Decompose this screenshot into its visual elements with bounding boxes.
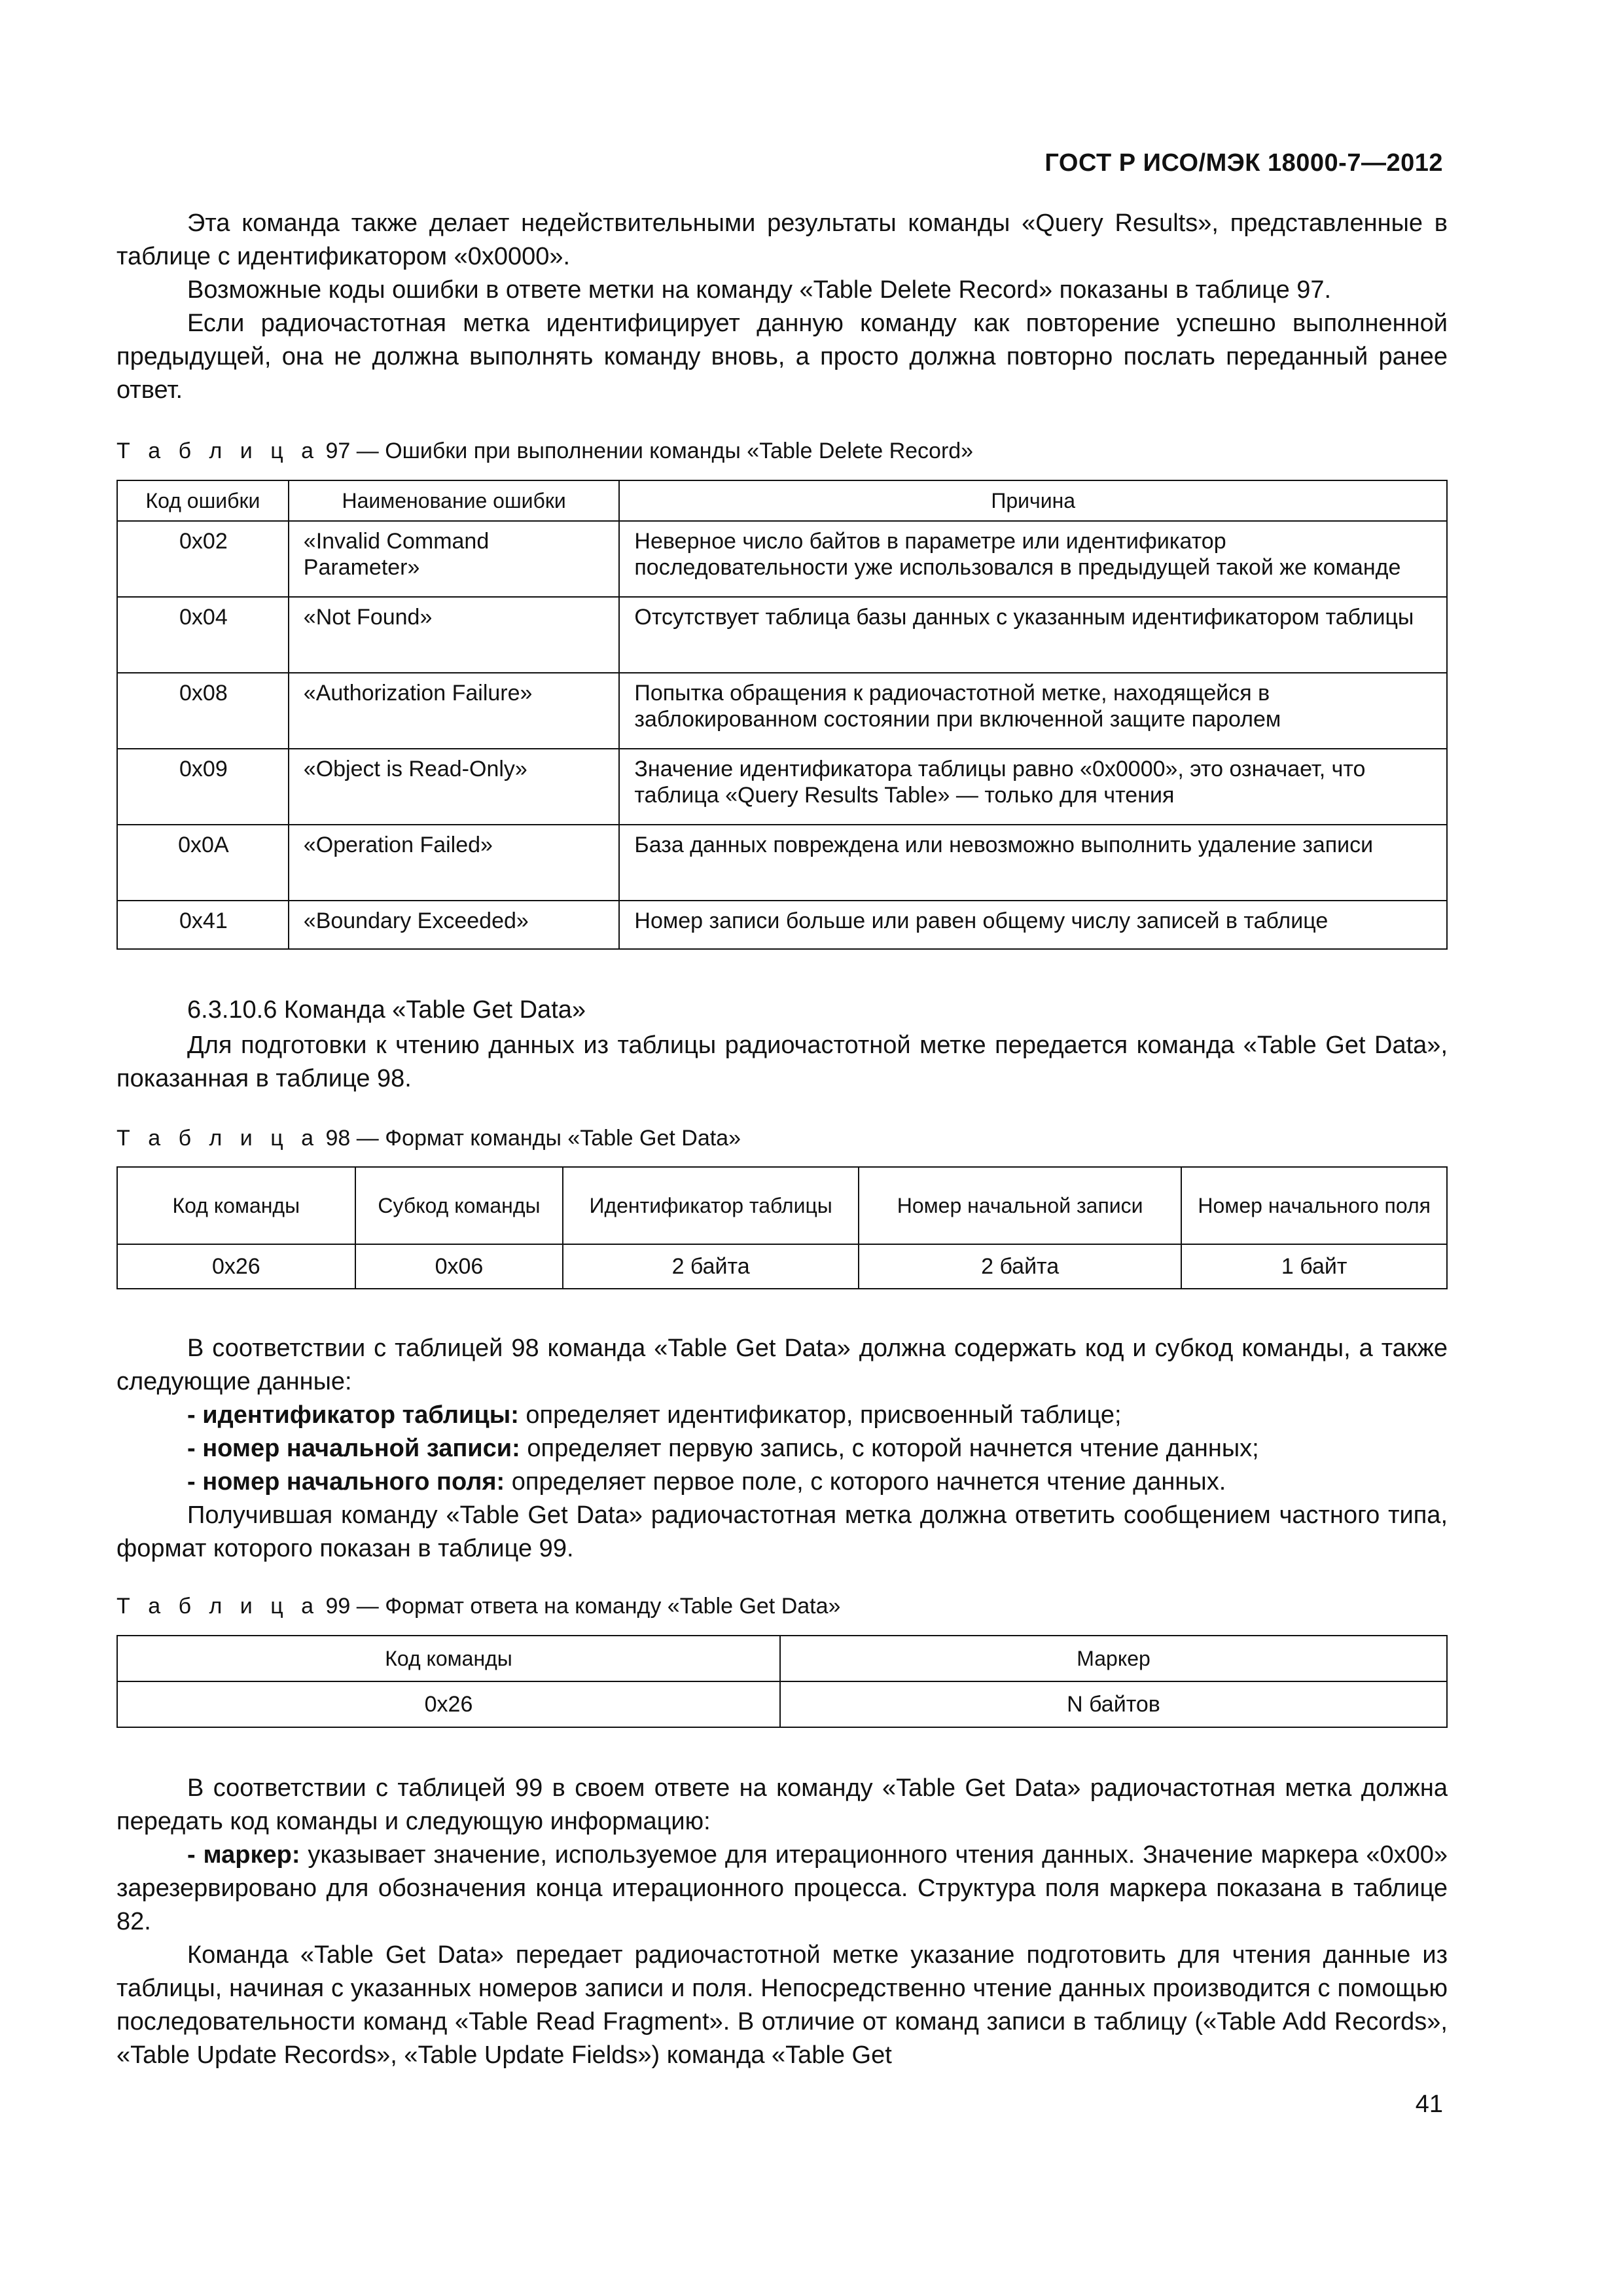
table-cell: N байтов bbox=[780, 1681, 1447, 1727]
table-99-explanation bbox=[116, 1772, 1448, 2072]
list-term: номер начального поля: bbox=[202, 1468, 505, 1496]
explanation-paragraph: В соответствии с таблицей 98 команда «Table Get Data» должна содержать код и субкод команды, а также следующие данные: bbox=[116, 1335, 1448, 1395]
table-row bbox=[117, 1681, 1447, 1727]
table-caption-title: 99 — Формат ответа на команду «Table Get Data» bbox=[319, 1594, 841, 1619]
error-code-cell: 0x02 bbox=[117, 521, 289, 597]
list-item bbox=[116, 1432, 1448, 1465]
intro-paragraph-1: Эта команда также делает недействительными результаты команды «Query Results», представленные в таблице с идентификатором «0x0000». bbox=[116, 209, 1448, 270]
explanation-paragraph: В соответствии с таблицей 99 в своем ответе на команду «Table Get Data» радиочастотная метка должна передать код команды и следующую информацию: bbox=[116, 1774, 1448, 1835]
page-number: 41 bbox=[1415, 2090, 1443, 2118]
list-bullet: - bbox=[187, 1401, 203, 1429]
intro-text bbox=[116, 207, 1448, 407]
column-header: Код ошибки bbox=[117, 480, 289, 521]
table-row bbox=[117, 825, 1447, 901]
column-header: Идентификатор таблицы bbox=[563, 1167, 859, 1244]
table-row bbox=[117, 1244, 1447, 1289]
table-row bbox=[117, 749, 1447, 825]
error-name-cell: «Boundary Exceeded» bbox=[289, 901, 620, 949]
section-heading: 6.3.10.6 Команда «Table Get Data» bbox=[187, 996, 586, 1024]
error-reason-cell: Неверное число байтов в параметре или идентификатор последовательности уже использовался в предыдущей такой же команде bbox=[619, 521, 1447, 597]
closing-paragraph: Команда «Table Get Data» передает радиочастотной метке указание подготовить для чтения данные из таблицы, начиная с указанных номеров записи и поля. Непосредственно чтение данных производится с помощью последовательности команд «Table Read Fragment». В отличие от команд записи в таблицу («Table Add Records», «Table Update Records», «Table Update Fields») команда «Table Get bbox=[116, 1941, 1448, 2069]
table-header-row bbox=[117, 480, 1447, 521]
table-caption-prefix: Т а б л и ц а bbox=[116, 1594, 320, 1619]
table-98 bbox=[116, 1166, 1448, 1289]
standard-header: ГОСТ Р ИСО/МЭК 18000-7—2012 bbox=[1044, 149, 1443, 177]
table-row bbox=[117, 521, 1447, 597]
table-caption-prefix: Т а б л и ц а bbox=[116, 1126, 320, 1151]
table-caption-title: 97 — Ошибки при выполнении команды «Table Delete Record» bbox=[319, 439, 974, 463]
error-name-cell: «Authorization Failure» bbox=[289, 673, 620, 749]
table-header-row bbox=[117, 1167, 1447, 1244]
section-intro bbox=[116, 1029, 1448, 1096]
table-row bbox=[117, 673, 1447, 749]
table-99 bbox=[116, 1635, 1448, 1728]
list-bullet: - bbox=[187, 1435, 203, 1462]
list-bullet: - bbox=[187, 1468, 203, 1496]
error-reason-cell: Отсутствует таблица базы данных с указанным идентификатором таблицы bbox=[619, 597, 1447, 673]
table-header-row bbox=[117, 1636, 1447, 1681]
error-reason-cell: Значение идентификатора таблицы равно «0x0000», это означает, что таблица «Query Results Table» — только для чтения bbox=[619, 749, 1447, 825]
list-item bbox=[116, 1465, 1448, 1499]
table-caption-title: 98 — Формат команды «Table Get Data» bbox=[319, 1126, 741, 1151]
column-header: Код команды bbox=[117, 1636, 780, 1681]
column-header: Субкод команды bbox=[355, 1167, 563, 1244]
error-code-cell: 0x04 bbox=[117, 597, 289, 673]
list-item bbox=[116, 1399, 1448, 1432]
error-name-cell: «Invalid Command Parameter» bbox=[289, 521, 620, 597]
section-paragraph: Для подготовки к чтению данных из таблицы радиочастотной метке передается команда «Table Get Data», показанная в таблице 98. bbox=[116, 1031, 1448, 1092]
table-cell: 0x26 bbox=[117, 1681, 780, 1727]
error-code-cell: 0x41 bbox=[117, 901, 289, 949]
column-header: Наименование ошибки bbox=[289, 480, 620, 521]
column-header: Причина bbox=[619, 480, 1447, 521]
table-97 bbox=[116, 480, 1448, 950]
error-code-cell: 0x09 bbox=[117, 749, 289, 825]
table-97-caption bbox=[116, 439, 973, 464]
error-name-cell: «Not Found» bbox=[289, 597, 620, 673]
error-name-cell: «Object is Read-Only» bbox=[289, 749, 620, 825]
list-item bbox=[116, 1839, 1448, 1939]
list-term: маркер: bbox=[203, 1841, 300, 1869]
table-row bbox=[117, 901, 1447, 949]
list-text: определяет первое поле, с которого начнется чтение данных. bbox=[505, 1468, 1226, 1496]
error-reason-cell: Номер записи больше или равен общему числу записей в таблице bbox=[619, 901, 1447, 949]
table-99-caption bbox=[116, 1594, 840, 1619]
error-name-cell: «Operation Failed» bbox=[289, 825, 620, 901]
response-paragraph: Получившая команду «Table Get Data» радиочастотная метка должна ответить сообщением частного типа, формат которого показан в таблице 99. bbox=[116, 1501, 1448, 1562]
error-reason-cell: Попытка обращения к радиочастотной метке, находящейся в заблокированном состоянии при включенной защите паролем bbox=[619, 673, 1447, 749]
column-header: Маркер bbox=[780, 1636, 1447, 1681]
list-text: определяет идентификатор, присвоенный таблице; bbox=[518, 1401, 1122, 1429]
error-reason-cell: База данных повреждена или невозможно выполнить удаление записи bbox=[619, 825, 1447, 901]
table-cell: 1 байт bbox=[1181, 1244, 1447, 1289]
column-header: Номер начальной записи bbox=[859, 1167, 1181, 1244]
list-bullet: - bbox=[187, 1841, 204, 1869]
table-cell: 2 байта bbox=[859, 1244, 1181, 1289]
intro-paragraph-2: Возможные коды ошибки в ответе метки на команду «Table Delete Record» показаны в таблице 97. bbox=[187, 276, 1332, 304]
list-text: указывает значение, используемое для итерационного чтения данных. Значение маркера «0x00» зарезервировано для обозначения конца итерационного процесса. Структура поля маркера показана в таблице 82. bbox=[116, 1841, 1448, 1935]
list-term: идентификатор таблицы: bbox=[202, 1401, 519, 1429]
error-code-cell: 0x0A bbox=[117, 825, 289, 901]
table-98-explanation bbox=[116, 1332, 1448, 1566]
intro-paragraph-3: Если радиочастотная метка идентифицирует данную команду как повторение успешно выполненной предыдущей, она не должна выполнять команду вновь, а просто должна повторно послать переданный ранее ответ. bbox=[116, 310, 1448, 404]
table-caption-prefix: Т а б л и ц а bbox=[116, 439, 320, 463]
column-header: Код команды bbox=[117, 1167, 355, 1244]
table-cell: 0x06 bbox=[355, 1244, 563, 1289]
table-cell: 0x26 bbox=[117, 1244, 355, 1289]
column-header: Номер начального поля bbox=[1181, 1167, 1447, 1244]
table-98-caption bbox=[116, 1126, 741, 1151]
list-text: определяет первую запись, с которой начнется чтение данных; bbox=[520, 1435, 1259, 1462]
list-term: номер начальной записи: bbox=[202, 1435, 520, 1462]
table-row bbox=[117, 597, 1447, 673]
table-cell: 2 байта bbox=[563, 1244, 859, 1289]
error-code-cell: 0x08 bbox=[117, 673, 289, 749]
